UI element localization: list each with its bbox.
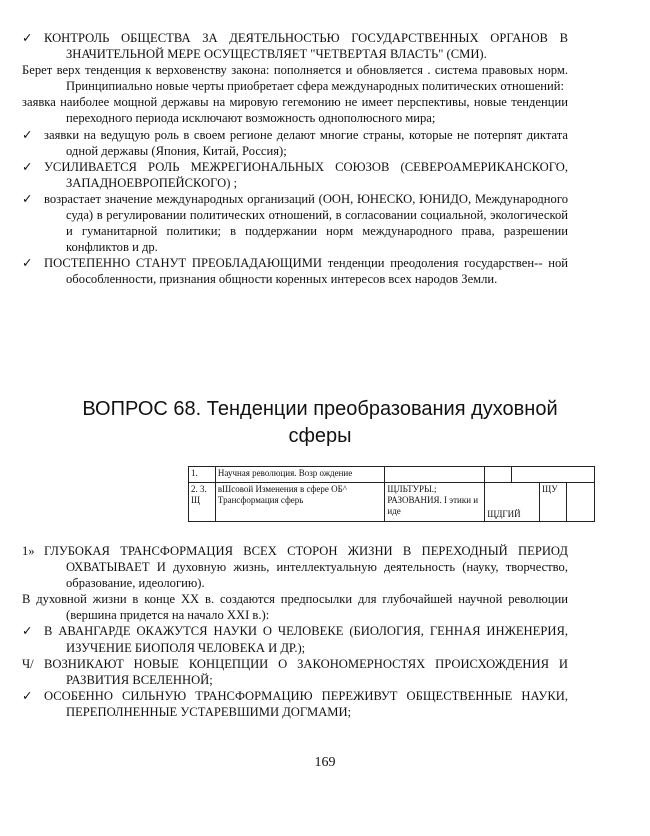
paragraph-text: УСИЛИВАЕТСЯ РОЛЬ МЕЖРЕГИОНАЛЬНЫХ СОЮЗОВ (СЕВЕРОАМЕРИКАНСКОГО, ЗАПАДНОЕВРОПЕЙСКОГО) ; — [44, 159, 568, 190]
paragraph-text: В АВАНГАРДЕ ОКАЖУТСЯ НАУКИ О ЧЕЛОВЕКЕ (БИОЛОГИЯ, ГЕННАЯ ИНЖЕНЕРИЯ, ИЗУЧЕНИЕ БИОПОЛЯ ЧЕЛОВЕКА И ДР.); — [44, 624, 568, 655]
paragraph-text: ПОСТЕПЕННО СТАНУТ ПРЕОБЛАДАЮЩИМИ тенденции преодоления государствен-- ной обособленности, признания общности коренных интересов всех народов Земли. — [44, 256, 568, 287]
paragraph — [22, 62, 568, 94]
paragraph-text: Берет верх тенденция к верховенству закона: пополняется и обновляется . система правовых норм. Принципиально новые черты приобретает сфера международных политических отношений: — [22, 63, 568, 94]
paragraph-text: КОНТРОЛЬ ОБЩЕСТВА ЗА ДЕЯТЕЛЬНОСТЬЮ ГОСУДАРСТВЕННЫХ ОРГАНОВ В ЗНАЧИТЕЛЬНОЙ МЕРЕ ОСУЩЕСТВЛЯЕТ "ЧЕТВЕРТАЯ ВЛАСТЬ" (СМИ). — [44, 31, 568, 62]
table-cell: Научная революция. Возр ождение — [215, 467, 384, 483]
bullet-paragraph — [22, 623, 568, 655]
bullet-paragraph — [22, 688, 568, 720]
bullet-paragraph — [22, 543, 568, 591]
bullet-paragraph — [22, 656, 568, 688]
table-cell: 2. 3. Щ — [189, 483, 216, 522]
bullet-paragraph — [22, 127, 568, 159]
paragraph-text: возрастает значение международных организаций (ООН, ЮНЕСКО, ЮНИДО, Международного суда) в регулировании политических отношений, в согласовании социальной, экологической и гуманитарной политики; в поддержании норм международного права, разрешении конфликтов и др. — [44, 191, 568, 255]
check-icon: ✓ — [22, 127, 33, 142]
page-number: 169 — [314, 755, 336, 770]
paragraph-text: ГЛУБОКАЯ ТРАНСФОРМАЦИЯ ВСЕХ СТОРОН ЖИЗНИ В ПЕРЕХОДНЫЙ ПЕРИОД ОХВАТЫВАЕТ И духовную жизнь, интеллектуальную деятельность (науку, творчество, образование, идеологию). — [44, 544, 568, 591]
list-marker: 1» — [22, 544, 35, 558]
table-cell — [485, 483, 540, 522]
list-marker: Ч/ — [22, 656, 34, 671]
table-cell: 1. — [189, 467, 216, 483]
table-cell: ЩУ — [540, 483, 567, 522]
table-cell: ЩЛЬТУРЫ.; РАЗОВАНИЯ. I этики и иде — [385, 483, 485, 522]
check-icon: ✓ — [22, 31, 33, 45]
table-cell — [512, 467, 595, 483]
text-block-1 — [22, 30, 568, 288]
bullet-paragraph — [22, 255, 568, 287]
heading-line: ВОПРОС 68. Тенденции преобразования духовной — [82, 398, 558, 420]
check-icon: ✓ — [22, 256, 33, 271]
bullet-paragraph — [22, 191, 568, 255]
paragraph-text: заявки на ведущую роль в своем регионе делают многие страны, которые не потерпят диктата одной державы (Япония, Китай, Россия); — [44, 127, 568, 158]
paragraph-text: ВОЗНИКАЮТ НОВЫЕ КОНЦЕПЦИИ О ЗАКОНОМЕРНОСТЯХ ПРОИСХОЖДЕНИЯ И РАЗВИТИЯ ВСЕЛЕННОЙ; — [44, 656, 568, 687]
table-cell — [385, 467, 485, 483]
table-cell — [485, 467, 512, 483]
paragraph — [22, 591, 568, 623]
check-icon: ✓ — [22, 624, 33, 639]
paragraph-text: В духовной жизни в конце XX в. создаются предпосылки для глубочайшей научной революции (вершина придется на начало XXI в.): — [22, 592, 568, 623]
check-icon: ✓ — [22, 688, 33, 703]
check-icon: ✓ — [22, 159, 33, 174]
bullet-paragraph — [22, 159, 568, 191]
table-cell — [567, 483, 595, 522]
paragraph-text: заявка наиболее мощной державы на мировую гегемонию не имеет перспективы, новые тенденции переходного периода исключают возможность однополюсного мира; — [22, 95, 568, 126]
paragraph-text: ОСОБЕННО СИЛЬНУЮ ТРАНСФОРМАЦИЮ ПЕРЕЖИВУТ ОБЩЕСТВЕННЫЕ НАУКИ, ПЕРЕПОЛНЕННЫЕ УСТАРЕВШИМИ ДОГМАМИ; — [44, 688, 568, 719]
table-cell: вШсовой Изменения в сфере ОБ^ Трансформация сферь — [215, 483, 384, 522]
text-block-2 — [22, 543, 568, 720]
heading-line: сферы — [288, 425, 352, 447]
bullet-paragraph — [22, 30, 568, 62]
scanned-table — [188, 466, 595, 522]
check-icon: ✓ — [22, 191, 33, 206]
paragraph — [22, 94, 568, 126]
section-heading — [60, 396, 580, 450]
cell-text: ЩДГИЙ — [487, 509, 521, 519]
